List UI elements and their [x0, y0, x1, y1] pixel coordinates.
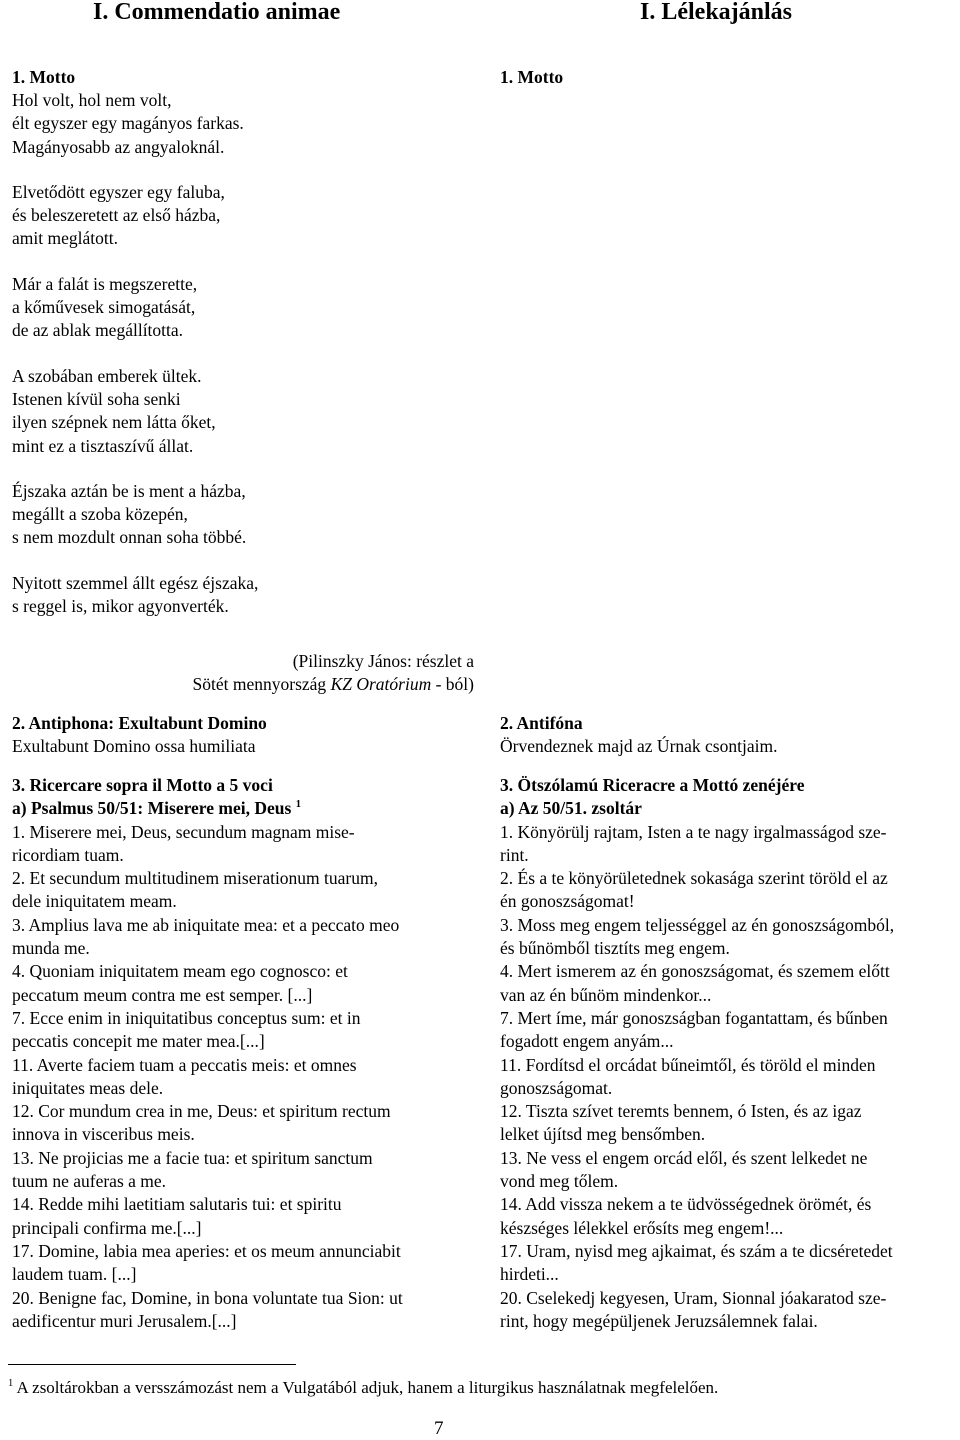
psalm-line-hungarian: 4. Mert ismerem az én gonoszságomat, és szemem előtt	[500, 961, 890, 982]
psalm-line-latin: 13. Ne projicias me a facie tua: et spiritum sanctum	[12, 1147, 373, 1168]
psalm-line-latin: iniquitates meas dele.	[12, 1077, 164, 1098]
psalm-line-hungarian: 7. Mert íme, már gonoszságban fogantattam, és bűnben	[500, 1007, 888, 1028]
poem-line: Magányosabb az angyaloknál.	[12, 136, 225, 157]
poem-line: mint ez a tisztaszívű állat.	[12, 435, 194, 456]
psalm-line-hungarian: gonoszságomat.	[500, 1077, 613, 1098]
footnote-mark: 1	[8, 1378, 14, 1389]
motto-heading-left: 1. Motto	[12, 67, 76, 87]
psalm-line-latin: 4. Quoniam iniquitatem meam ego cognosco: et	[12, 961, 348, 982]
attribution-line-2: Sötét mennyország KZ Oratórium - ból)	[192, 674, 474, 695]
psalm-line-hungarian: rint.	[500, 844, 529, 865]
psalm-line-latin: 7. Ecce enim in iniquitatibus conceptus sum: et in	[12, 1007, 361, 1028]
psalm-line-latin: 2. Et secundum multitudinem miserationum tuarum,	[12, 868, 378, 889]
poem-stanza	[12, 181, 258, 251]
psalm-line-latin: principali confirma me.[...]	[12, 1217, 202, 1238]
motto-heading-right: 1. Motto	[500, 67, 564, 87]
psalm-line-hungarian: fogadott engem anyám...	[500, 1031, 674, 1052]
psalm-line-latin: dele iniquitatem meam.	[12, 891, 177, 912]
poem-line: s nem mozdult onnan soha többé.	[12, 527, 247, 548]
psalm-line-latin: peccatum meum contra me est semper. [...]	[12, 984, 313, 1005]
psalm-line-latin: ricordiam tuam.	[12, 844, 124, 865]
psalm-text-latin	[12, 821, 403, 1334]
footnote-text: A zsoltárokban a versszámozást nem a Vulgatából adjuk, hanem a liturgikus használatnak megfelelően.	[13, 1378, 719, 1397]
poem-line: de az ablak megállította.	[12, 320, 184, 341]
psalm-line-hungarian: 14. Add vissza nekem a te üdvösségednek örömét, és	[500, 1194, 872, 1215]
ricercare-heading-right: 3. Ötszólamú Riceracre a Mottó zenéjére	[500, 775, 805, 795]
poem-line: a kőművesek simogatását,	[12, 297, 196, 318]
psalm-line-latin: munda me.	[12, 938, 90, 959]
psalm-line-latin: laudem tuam. [...]	[12, 1264, 137, 1285]
psalm-subheading-right: a) Az 50/51. zsoltár	[500, 798, 642, 819]
right-title: I. Lélekajánlás	[640, 0, 793, 25]
left-title: I. Commendatio animae	[93, 0, 341, 25]
poem-line: megállt a szoba közepén,	[12, 504, 188, 525]
psalm-line-hungarian: lelket újítsd meg bensőmben.	[500, 1124, 706, 1145]
psalm-subheading-left: a) Psalmus 50/51: Miserere mei, Deus $^1$	[12, 798, 301, 819]
psalm-line-hungarian: 13. Ne vess el engem orcád elől, és szent lelkedet ne	[500, 1147, 868, 1168]
psalm-line-hungarian: hirdeti...	[500, 1264, 559, 1285]
psalm-line-latin: tuum ne auferas a me.	[12, 1171, 167, 1192]
psalm-line-hungarian: 20. Cselekedj kegyesen, Uram, Sionnal jóakaratod sze-	[500, 1287, 887, 1308]
poem-stanza	[12, 480, 258, 550]
psalm-line-hungarian: 17. Uram, nyisd meg ajkaimat, és szám a te dicséretedet	[500, 1240, 893, 1261]
poem-line: s reggel is, mikor agyonverték.	[12, 596, 229, 617]
antiphona-heading-left: 2. Antiphona: Exultabunt Domino	[12, 713, 267, 733]
poem-line: ilyen szépnek nem látta őket,	[12, 412, 216, 433]
poem-stanza	[12, 273, 258, 343]
ricercare-left	[12, 774, 403, 1333]
antiphona-right	[500, 712, 777, 759]
footnote-reference: 1	[295, 799, 301, 811]
psalm-line-hungarian: 11. Fordítsd el orcádat bűneimtől, és töröld el minden	[500, 1054, 876, 1075]
psalm-line-latin: 17. Domine, labia mea aperies: et os meum annunciabit	[12, 1240, 401, 1261]
psalm-line-hungarian: vond meg tőlem.	[500, 1171, 619, 1192]
psalm-line-hungarian: én gonoszságomat!	[500, 891, 635, 912]
poem-line: Hol volt, hol nem volt,	[12, 90, 172, 110]
antiphona-left	[12, 712, 267, 759]
psalm-line-hungarian: 2. És a te könyörületednek sokasága szerint töröld el az	[500, 868, 888, 889]
attribution-work-title: KZ Oratórium	[330, 674, 432, 695]
psalm-line-latin: peccatis concepit me mater mea.[...]	[12, 1031, 265, 1052]
poem-line: Nyitott szemmel állt egész éjszaka,	[12, 572, 259, 593]
psalm-text-hungarian	[500, 821, 894, 1334]
psalm-line-hungarian: van az én bűnöm mindenkor...	[500, 984, 712, 1005]
psalm-line-latin: 11. Averte faciem tuam a peccatis meis: et omnes	[12, 1054, 357, 1075]
psalm-line-hungarian: 12. Tiszta szívet teremts bennem, ó Isten, és az igaz	[500, 1101, 862, 1122]
poem-line: Istenen kívül soha senki	[12, 388, 181, 409]
psalm-line-latin: 3. Amplius lava me ab iniquitate mea: et a peccato meo	[12, 914, 400, 935]
psalm-line-latin: 14. Redde mihi laetitiam salutaris tui: et spiritu	[12, 1194, 342, 1215]
ricercare-right	[500, 774, 894, 1333]
footnote-separator	[8, 1364, 296, 1365]
psalm-line-hungarian: 1. Könyörülj rajtam, Isten a te nagy irgalmasságod sze-	[500, 821, 887, 842]
psalm-line-latin: 20. Benigne fac, Domine, in bona voluntate tua Sion: ut	[12, 1287, 403, 1308]
poem-line: Éjszaka aztán be is ment a házba,	[12, 480, 246, 501]
antiphona-heading-right: 2. Antifóna	[500, 713, 583, 733]
motto-poem	[12, 89, 258, 640]
motto-attribution	[193, 650, 474, 697]
poem-line: A szobában emberek ültek.	[12, 365, 202, 386]
psalm-line-latin: innova in visceribus meis.	[12, 1124, 195, 1145]
ricercare-heading-left: 3. Ricercare sopra il Motto a 5 voci	[12, 775, 273, 795]
poem-stanza	[12, 89, 258, 159]
psalm-line-latin: 12. Cor mundum crea in me, Deus: et spiritum rectum	[12, 1101, 391, 1122]
psalm-line-hungarian: rint, hogy megépüljenek Jeruzsálemnek falai.	[500, 1310, 818, 1331]
poem-line: élt egyszer egy magányos farkas.	[12, 113, 244, 134]
attribution-line-1: (Pilinszky János: részlet a	[292, 651, 474, 671]
poem-line: amit meglátott.	[12, 228, 118, 249]
page-number: 7	[434, 1418, 444, 1439]
poem-stanza	[12, 365, 258, 458]
psalm-line-hungarian: és bűnömből tisztíts meg engem.	[500, 938, 730, 959]
poem-line: Elvetődött egyszer egy faluba,	[12, 181, 225, 202]
psalm-line-latin: aedificentur muri Jerusalem.[...]	[12, 1310, 237, 1331]
poem-stanza	[12, 572, 258, 619]
psalm-line-hungarian: 3. Moss meg engem teljességgel az én gonoszságomból,	[500, 914, 895, 935]
psalm-line-latin: 1. Miserere mei, Deus, secundum magnam mise-	[12, 821, 355, 842]
antiphona-text-left: Exultabunt Domino ossa humiliata	[12, 736, 256, 757]
antiphona-text-right: Örvendeznek majd az Úrnak csontjaim.	[500, 736, 778, 757]
poem-line: és beleszeretett az első házba,	[12, 205, 221, 226]
psalm-line-hungarian: készséges lélekkel erősíts meg engem!...	[500, 1217, 784, 1238]
footnote	[8, 1378, 718, 1398]
poem-line: Már a falát is megszerette,	[12, 273, 198, 294]
